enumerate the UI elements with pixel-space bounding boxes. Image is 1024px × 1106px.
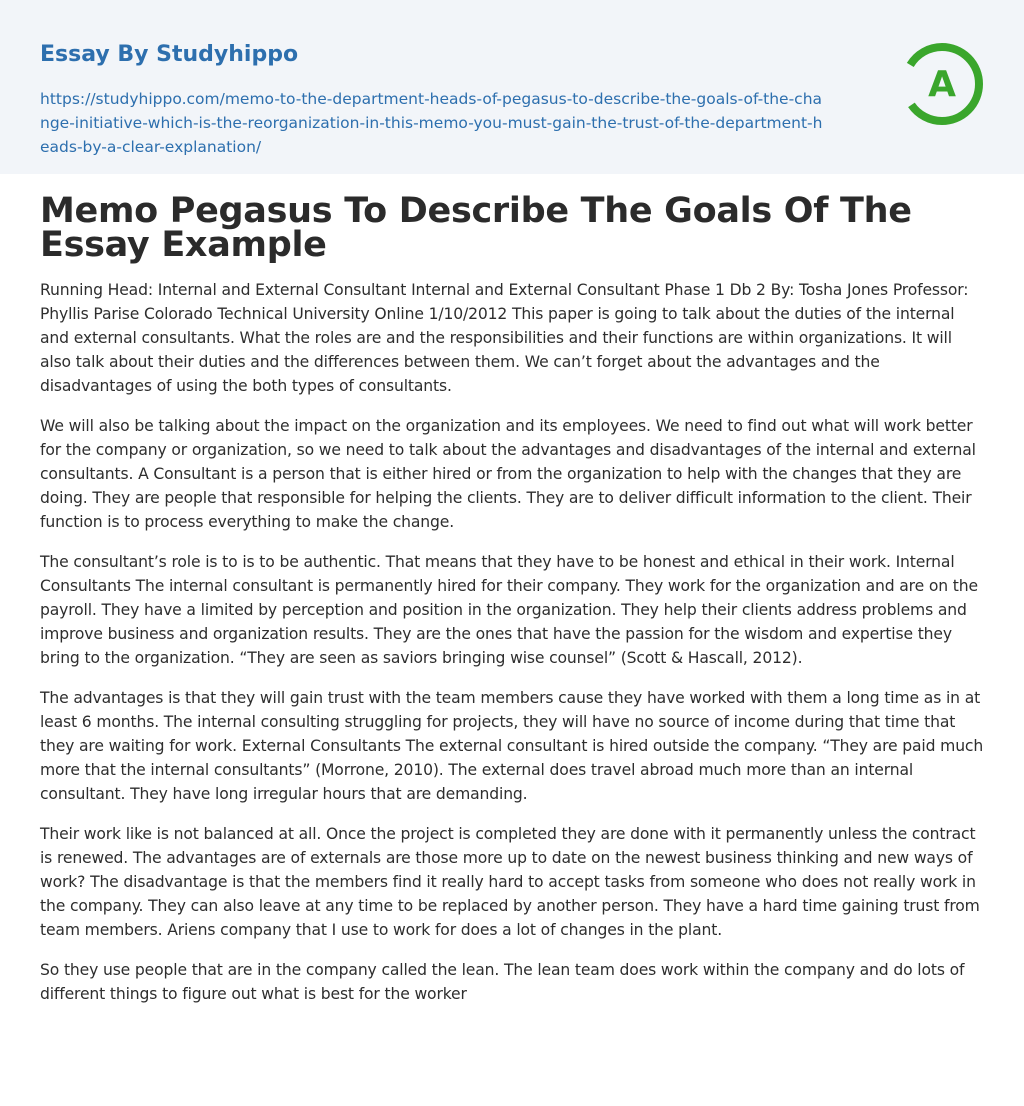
brand-title[interactable]: Essay By Studyhippo: [40, 42, 299, 67]
paragraph: The consultant’s role is to is to be authentic. That means that they have to be honest and ethical in their work. Internal Consultants The internal consultant is permanently hired for their company. They work for the organization and are on the payroll. They have a limited by perception and position in the organization. They help their clients address problems and improve business and organization results. They are the ones that have the passion for the wisdom and expertise they bring to the organization. “They are seen as saviors bringing wise counsel” (Scott & Hascall, 2012).: [40, 553, 978, 667]
site-header: [0, 0, 1024, 174]
paragraph: We will also be talking about the impact on the organization and its employees. We need to find out what will work better for the company or organization, so we need to talk about the advantages and disadvantages of the internal and external consultants. A Consultant is a person that is either hired or from the organization to help with the changes that they are doing. They are people that responsible for helping the clients. They are to deliver difficult information to the client. Their function is to process everything to make the change.: [40, 417, 976, 531]
logo-letter: A: [928, 64, 956, 105]
source-url-link[interactable]: https://studyhippo.com/memo-to-the-department-heads-of-pegasus-to-describe-the-goals-of-the-change-initiative-which-is-the-reorganization-in-this-memo-you-must-gain-the-trust-of-the-department-heads-by-a-clear-explanation/: [40, 90, 823, 156]
paragraph: The advantages is that they will gain trust with the team members cause they have worked with them a long time as in at least 6 months. The internal consulting struggling for projects, they will have no source of income during that time that they are waiting for work. External Consultants The external consultant is hired outside the company. “They are paid much more that the internal consultants” (Morrone, 2010). The external does travel abroad much more than an internal consultant. They have long irregular hours that are demanding.: [40, 689, 984, 803]
paragraph: So they use people that are in the company called the lean. The lean team does work within the company and do lots of different things to figure out what is best for the worker: [40, 961, 965, 1003]
page-title: Memo Pegasus To Describe The Goals Of The Essay Example: [40, 191, 912, 265]
studyhippo-logo-icon[interactable]: [900, 42, 984, 126]
article: [0, 174, 1024, 1006]
paragraph: Their work like is not balanced at all. Once the project is completed they are done with it permanently unless the contract is renewed. The advantages are of externals are those more up to date on the newest business thinking and new ways of work? The disadvantage is that the members find it really hard to accept tasks from someone who does not really work in the company. They can also leave at any time to be replaced by another person. They have a hard time gaining trust from team members. Ariens company that I use to work for does a lot of changes in the plant.: [40, 825, 980, 939]
paragraph: Running Head: Internal and External Consultant Internal and External Consultant Phase 1 Db 2 By: Tosha Jones Professor: Phyllis Parise Colorado Technical University Online 1/10/2012 This paper is going to talk about the duties of the internal and external consultants. What the roles are and the responsibilities and their functions are within organizations. It will also talk about their duties and the differences between them. We can’t forget about the advantages and the disadvantages of using the both types of consultants.: [40, 281, 969, 395]
